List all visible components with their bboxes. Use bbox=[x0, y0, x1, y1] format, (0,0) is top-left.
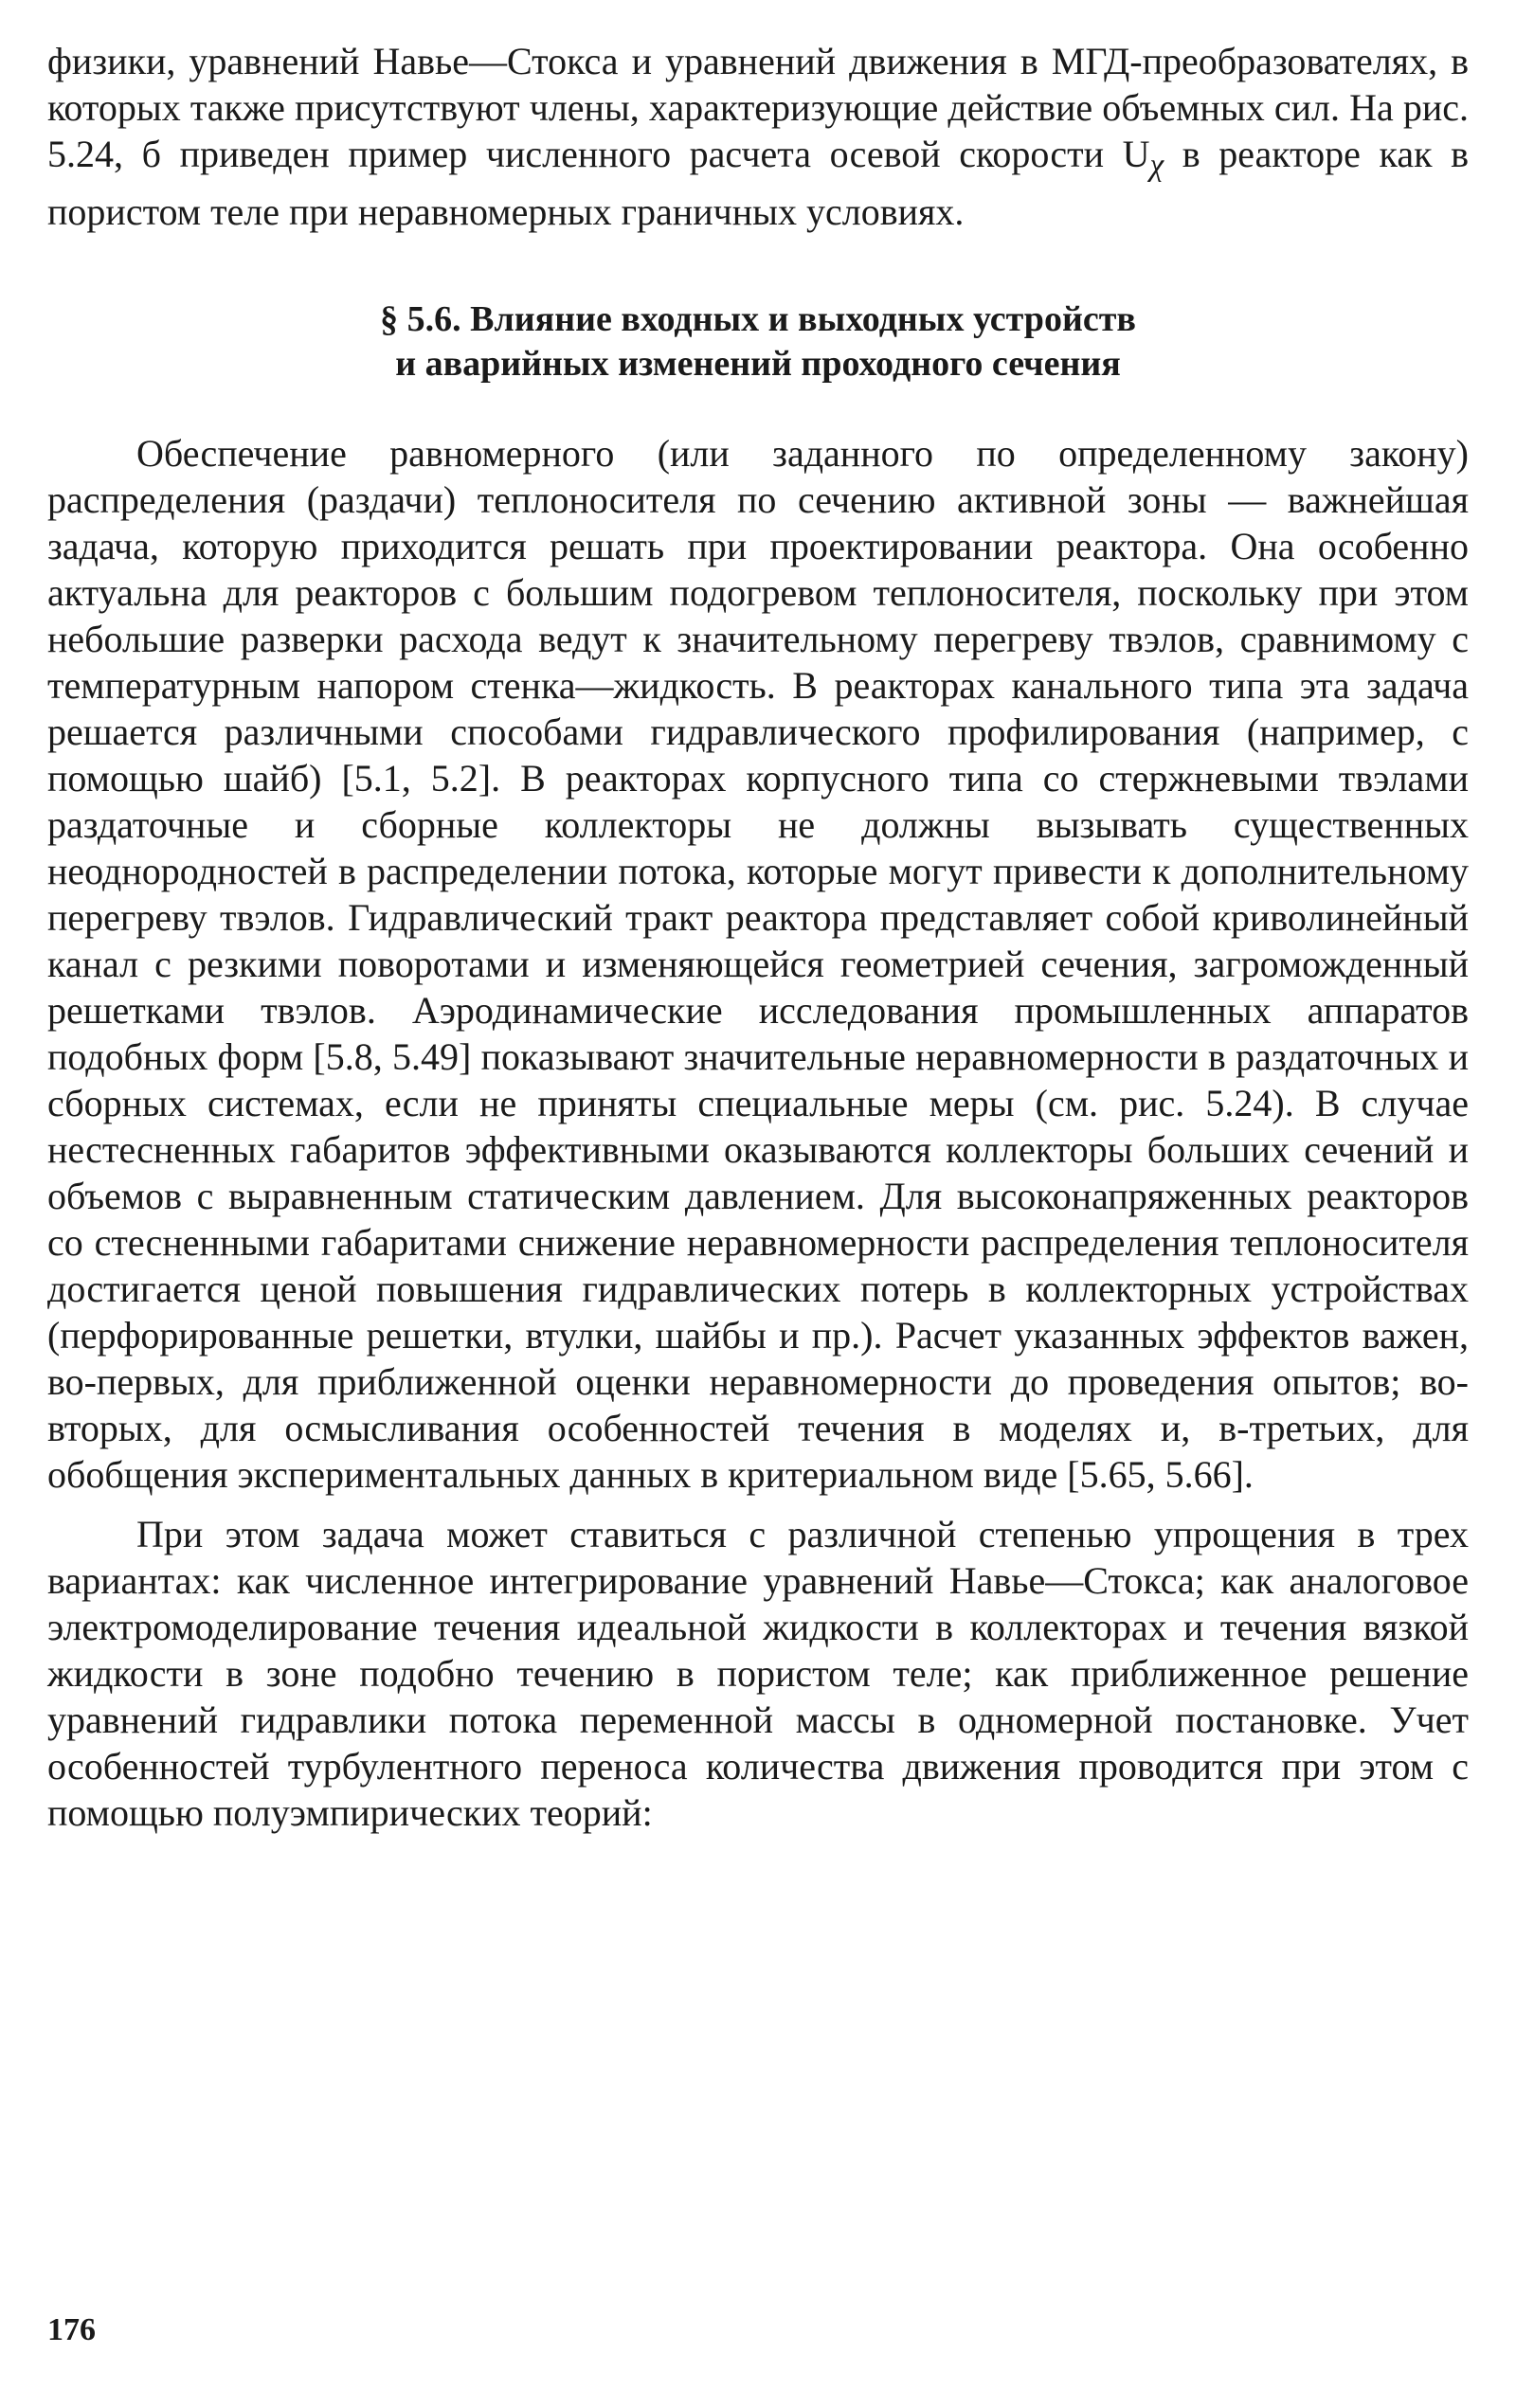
section-heading bbox=[47, 297, 1469, 386]
section-title-line-2: и аварийных изменений проходного сечения bbox=[395, 344, 1121, 384]
intro-subscript: χ bbox=[1149, 148, 1164, 183]
intro-tail: в реакторе как в пористом теле при неравномерных граничных условиях. bbox=[47, 133, 1469, 233]
section-title-line-1: § 5.6. Влияние входных и выходных устройств bbox=[380, 299, 1136, 339]
intro-paragraph bbox=[47, 38, 1469, 235]
paragraph-spacer bbox=[47, 1498, 1469, 1511]
page-number: 176 bbox=[47, 2312, 96, 2347]
body-paragraph-1: Обеспечение равномерного (или заданного по определенному закону) распределения (раздачи) теплоносителя по сечению активной зоны — важнейшая задача, которую приходится решать при проектировании реактора. Она особенно актуальна для реакторов с большим подогревом теплоносителя, поскольку при этом небольшие разверки расхода ведут к значительному перегреву твэлов, сравнимому с температурным напором стенка—жидкость. В реакторах канального типа эта задача решается различными способами гидравлического профилирования (например, с помощью шайб) [5.1, 5.2]. В реакторах корпусного типа со стержневыми твэлами раздаточные и сборные коллекторы не должны вызывать существенных неоднородностей в распределении потока, которые могут привести к дополнительному перегреву твэлов. Гидравлический тракт реактора представляет собой криволинейный канал с резкими поворотами и изменяющейся геометрией сечения, загроможденный решетками твэлов. Аэродинамические исследования промышленных аппаратов подобных форм [5.8, 5.49] показывают значительные неравномерности в раздаточных и сборных системах, если не приняты специальные меры (см. рис. 5.24). В случае нестесненных габаритов эффективными оказываются коллекторы больших сечений и объемов с выравненным статическим давлением. Для высоконапряженных реакторов со стесненными габаритами снижение неравномерности распределения теплоносителя достигается ценой повышения гидравлических потерь в коллекторных устройствах (перфорированные решетки, втулки, шайбы и пр.). Расчет указанных эффектов важен, во-первых, для приближенной оценки неравномерности до проведения опытов; во-вторых, для осмысливания особенностей течения в моделях и, в-третьих, для обобщения экспериментальных данных в критериальном виде [5.65, 5.66]. bbox=[47, 432, 1469, 1496]
book-page bbox=[47, 38, 1469, 2368]
body-paragraph-2: При этом задача может ставиться с различной степенью упрощения в трех вариантах: как численное интегрирование уравнений Навье—Стокса; как аналоговое электромоделирование течения идеальной жидкости в коллекторах и течения вязкой жидкости в зоне подобно течению в пористом теле; как приближенное решение уравнений гидравлики потока переменной массы в одномерной постановке. Учет особенностей турбулентного переноса количества движения проводится при этом с помощью полуэмпирических теорий: bbox=[47, 1513, 1469, 1834]
intro-text: физики, уравнений Навье—Стокса и уравнений движения в МГД-преобразователях, в которых также присутствуют члены, характеризующие действие объемных сил. На рис. 5.24, б приведен пример численного расчета осевой скорости U bbox=[47, 40, 1469, 175]
